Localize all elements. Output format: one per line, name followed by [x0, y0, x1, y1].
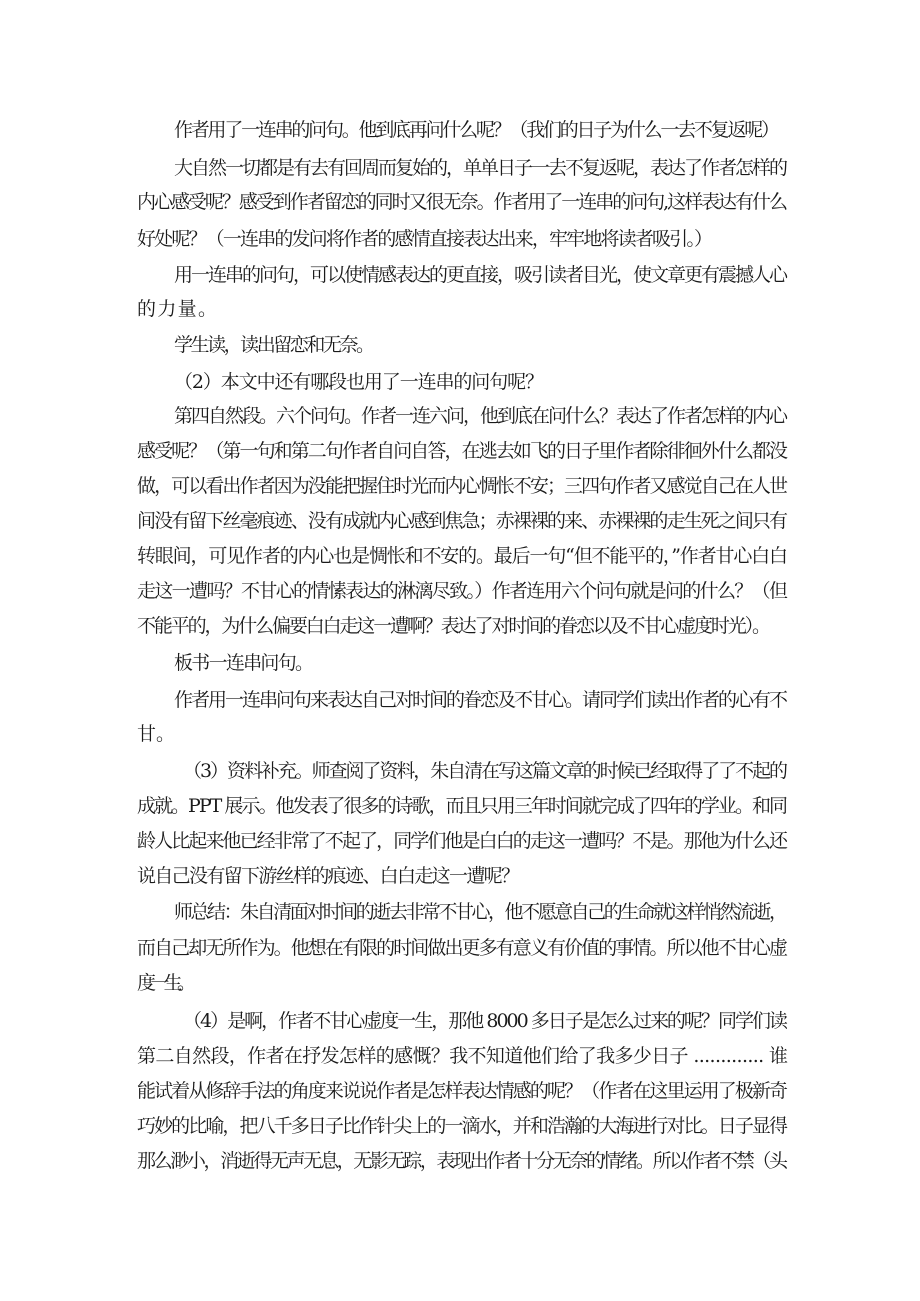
text-line: 而自己却无所作为。他想在有限的时间做出更多有意义有价值的事情。所以他不甘心虚 [137, 937, 787, 959]
text-line: 说自己没有留下游丝样的痕迹、白白走这一遭呢？ [137, 865, 519, 887]
text-line: 用一连串的问句，可以使情感表达的更直接，吸引读者目光，使文章更有震撼人心 [174, 264, 787, 286]
text-line: 那么渺小，消逝得无声无息，无影无踪，表现出作者十分无奈的情绪。所以作者不禁（头 [137, 1150, 786, 1172]
text-line: 能试着从修辞手法的角度来说说作者是怎样表达情感的呢？（作者在这里运用了极新奇 [137, 1080, 787, 1102]
text-line: 板书一连串问句。 [174, 652, 313, 674]
text-line: 好处呢？（一连串的发问将作者的感情直接表达出来，牢牢地将读者吸引。） [137, 228, 712, 250]
text-line: 转眼间，可见作者的内心也是惆怅和不安的。最后一句“但不能平的，”作者甘心白白 [137, 545, 787, 567]
text-line: 做，可以看出作者因为没能把握住时光而内心惆怅不安；三四句作者又感觉自己在人世 [137, 475, 787, 497]
text-line: 的力量。 [137, 298, 219, 320]
text-line: 第四自然段。六个问句。作者一连六问，他到底在问什么？表达了作者怎样的内心 [174, 405, 787, 427]
text-line: 走这一遭吗？不甘心的情愫表达的淋漓尽致。）作者连用六个问句就是问的什么？（但 [137, 580, 787, 602]
text-line: 度一生。 [137, 972, 191, 994]
text-line: （2）本文中还有哪段也用了一连串的问句呢？ [174, 371, 543, 393]
text-line: 师总结：朱自清面对时间的逝去非常不甘心，他不愿意自己的生命就这样悄然流逝， [174, 901, 786, 923]
text-line: 第二自然段，作者在抒发怎样的感慨？我不知道他们给了我多少日子 ............. 谁 [137, 1045, 788, 1067]
text-line: （3）资料补充。师查阅了资料，朱自清在写这篇文章的时候已经取得了了不起的 [183, 760, 786, 782]
text-line: 内心感受呢？感受到作者留恋的同时又很无奈。作者用了一连串的问句,这样表达有什么 [137, 191, 786, 213]
text-line: 成就。PPT 展示。他发表了很多的诗歌，而且只用三年时间就完成了四年的学业。和同 [137, 795, 787, 817]
text-line: 作者用了一连串的问句。他到底再问什么呢？（我们的日子为什么一去不复返呢） [174, 119, 778, 141]
text-line: 甘。 [137, 723, 175, 745]
text-line: （4）是啊，作者不甘心虚度一生，那他 8000 多日子是怎么过来的呢？同学们读 [183, 1010, 786, 1032]
text-line: 学生读，读出留恋和无奈。 [174, 334, 373, 356]
text-line: 大自然一切都是有去有回周而复始的，单单日子一去不复返呢，表达了作者怎样的 [174, 157, 787, 179]
text-line: 作者用一连串问句来表达自己对时间的眷恋及不甘心。请同学们读出作者的心有不 [174, 689, 787, 711]
text-line: 不能平的，为什么偏要白白走这一遭啊？表达了对时间的眷恋以及不甘心虚度时光）。 [137, 615, 769, 637]
text-line: 巧妙的比喻，把八千多日子比作针尖上的一滴水，并和浩瀚的大海进行对比。日子显得 [137, 1115, 787, 1137]
text-line: 感受呢？（第一句和第二句作者自问自答，在逃去如飞的日子里作者除徘徊外什么都没 [137, 440, 787, 462]
text-line: 龄人比起来他已经非常了不起了，同学们他是白白的走这一遭吗？不是。那他为什么还 [137, 830, 787, 852]
text-line: 间没有留下丝毫痕迹、没有成就内心感到焦急；赤裸裸的来、赤裸裸的走生死之间只有 [137, 510, 787, 532]
